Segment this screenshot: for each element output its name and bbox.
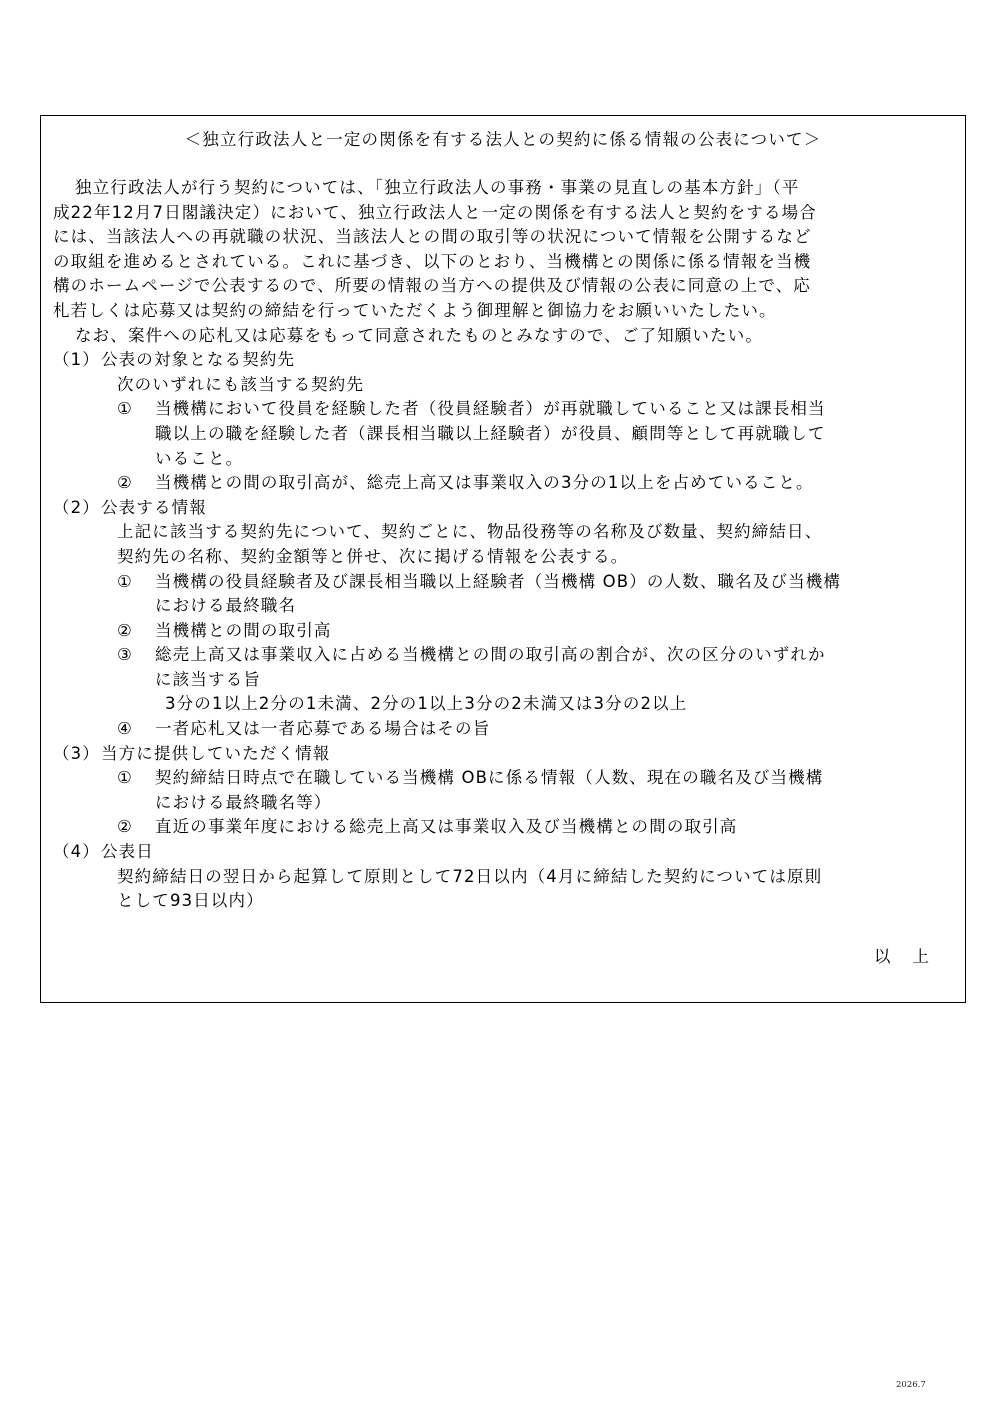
section-label: （1） (53, 350, 100, 370)
section-2-lead: 上記に該当する契約先について、契約ごとに、物品役務等の名称及び数量、契約締結日、 (117, 522, 823, 542)
intro-line: には、当該法人への再就職の状況、当該法人との間の取引等の状況について情報を公開するなど (53, 227, 812, 247)
intro-line: 成22年12月7日閣議決定）において、独立行政法人と一定の関係を有する法人と契約をする場合 (53, 202, 817, 222)
list-item (53, 619, 953, 644)
list-item (53, 570, 953, 595)
item-number: ② (117, 473, 133, 493)
list-item (53, 815, 953, 840)
item-text-continued: 職以上の職を経験した者（課長相当職以上経験者）が役員、顧問等として再就職して (155, 423, 826, 443)
closing-mark: 以上 (874, 947, 951, 966)
section-4-body: 契約締結日の翌日から起算して原則として72日以内（4月に締結した契約については原則 (117, 866, 823, 886)
item-text: 当機構において役員を経験した者（役員経験者）が再就職していること又は課長相当 (155, 399, 826, 419)
item-sub-text: 3分の1以上2分の1未満、2分の1以上3分の2未満又は3分の2以上 (165, 694, 688, 714)
document-body (53, 176, 953, 914)
list-item (53, 643, 953, 668)
item-number: ① (117, 768, 133, 788)
section-title: 公表の対象となる契約先 (101, 350, 296, 370)
item-text-continued: に該当する旨 (155, 669, 261, 689)
item-text: 当機構との間の取引高 (155, 620, 332, 640)
intro-line: なお、案件への応札又は応募をもって同意されたものとみなすので、ご了知願いたい。 (75, 325, 764, 345)
item-text-continued: いること。 (155, 448, 244, 468)
intro-line: 独立行政法人が行う契約については、「独立行政法人の事務・事業の見直しの基本方針」（平 (75, 178, 800, 197)
section-label: （3） (53, 743, 100, 763)
list-item (53, 397, 953, 422)
section-1-heading (53, 348, 953, 373)
section-3-heading (53, 742, 953, 767)
section-4-body: として93日以内） (117, 891, 264, 911)
section-2-heading (53, 496, 953, 521)
item-number: ③ (117, 645, 133, 665)
item-number: ④ (117, 719, 133, 739)
section-label: （4） (53, 842, 100, 862)
section-4-heading (53, 840, 953, 865)
list-item (53, 766, 953, 791)
notice-box (40, 115, 966, 1003)
item-text: 当機構の役員経験者及び課長相当職以上経験者（当機構 OB）の人数、職名及び当機構 (155, 571, 842, 591)
section-title: 当方に提供していただく情報 (101, 743, 331, 763)
section-label: （2） (53, 497, 100, 517)
item-number: ① (117, 399, 133, 419)
item-text: 契約締結日時点で在職している当機構 OBに係る情報（人数、現在の職名及び当機構 (155, 768, 824, 788)
item-text: 総売上高又は事業収入に占める当機構との間の取引高の割合が、次の区分のいずれか (155, 645, 826, 665)
item-text-continued: における最終職名 (155, 596, 297, 616)
section-1-lead: 次のいずれにも該当する契約先 (117, 374, 365, 394)
section-2-lead: 契約先の名称、契約金額等と併せ、次に掲げる情報を公表する。 (117, 546, 629, 566)
intro-line: の取組を進めるとされている。これに基づき、以下のとおり、当機構との関係に係る情報を当機 (53, 251, 812, 271)
item-text: 当機構との間の取引高が、総売上高又は事業収入の3分の1以上を占めていること。 (155, 473, 814, 493)
item-number: ② (117, 620, 133, 640)
intro-line: 構のホームページで公表するので、所要の情報の当方への提供及び情報の公表に同意の上で、応 (53, 276, 811, 296)
item-text: 一者応札又は一者応募である場合はその旨 (155, 719, 491, 739)
item-text: 直近の事業年度における総売上高又は事業収入及び当機構との間の取引高 (155, 817, 738, 837)
section-title: 公表日 (101, 842, 154, 862)
document-title: ＜独立行政法人と一定の関係を有する法人との契約に係る情報の公表について＞ (184, 130, 822, 149)
item-text-continued: における最終職名等） (155, 792, 332, 812)
section-title: 公表する情報 (101, 497, 207, 517)
footer-date: 2026.7 (896, 1380, 926, 1390)
list-item (53, 717, 953, 742)
list-item (53, 471, 953, 496)
intro-line: 札若しくは応募又は契約の締結を行っていただくよう御理解と御協力をお願いいたしたい。 (53, 300, 777, 320)
item-number: ② (117, 817, 133, 837)
item-number: ① (117, 571, 133, 591)
